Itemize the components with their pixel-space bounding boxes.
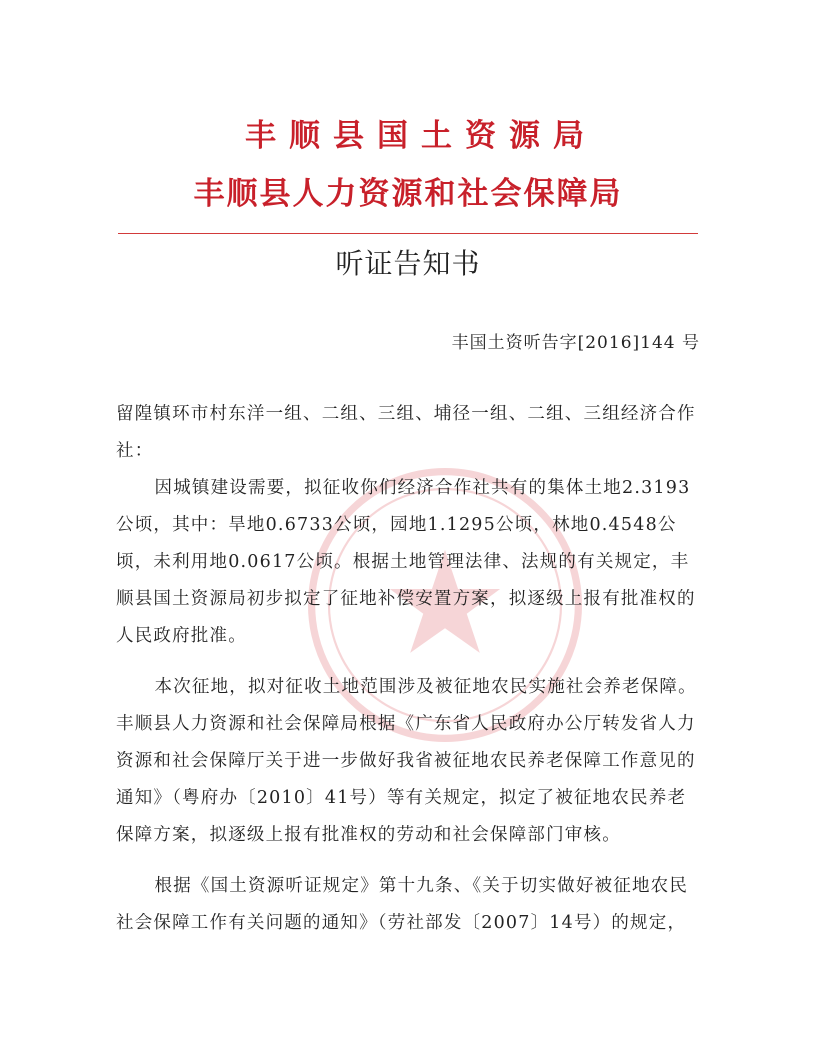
body-paragraph-3: 根据《国土资源听证规定》第十九条、《关于切实做好被征地农民社会保障工作有关问题的通知》（劳社部发〔2007〕14号）的规定， [116,876,689,933]
document-title: 听证告知书 [335,247,481,280]
issuer-name-hr-bureau: 丰顺县人力资源和社会保障局 [193,176,623,212]
recipient-line: 留隍镇环市村东洋一组、二组、三组、埔径一组、二组、三组经济合作社： [116,404,696,461]
body-paragraph-2: 本次征地，拟对征收土地范围涉及被征地农民实施社会养老保障。丰顺县人力资源和社会保障局根据《广东省人民政府办公厅转发省人力资源和社会保障厅关于进一步做好我省被征地农民养老保障工作意见的通知》（粤府办〔2010〕41号）等有关规定，拟定了被征地农民养老保障方案，拟逐级上报有批准权的劳动和社会保障部门审核。 [116,677,697,845]
header-divider [118,233,698,234]
document-number: 丰国土资听告字[2016]144 号 [451,333,700,353]
body-paragraph-1: 因城镇建设需要，拟征收你们经济合作社共有的集体土地2.3193公顷，其中：旱地0.6733公顷，园地1.1295公顷，林地0.4548公顷，未利用地0.0617公顷。根据土地管理法律、法规的有关规定，丰顺县国土资源局初步拟定了征地补偿安置方案，拟逐级上报有批准权的人民政府批准。 [116,478,696,646]
document-body [116,396,698,942]
paragraph-gap [116,655,698,669]
paragraph-gap [116,854,698,868]
issuer-name-land-bureau: 丰顺县国土资源局 [245,118,597,154]
